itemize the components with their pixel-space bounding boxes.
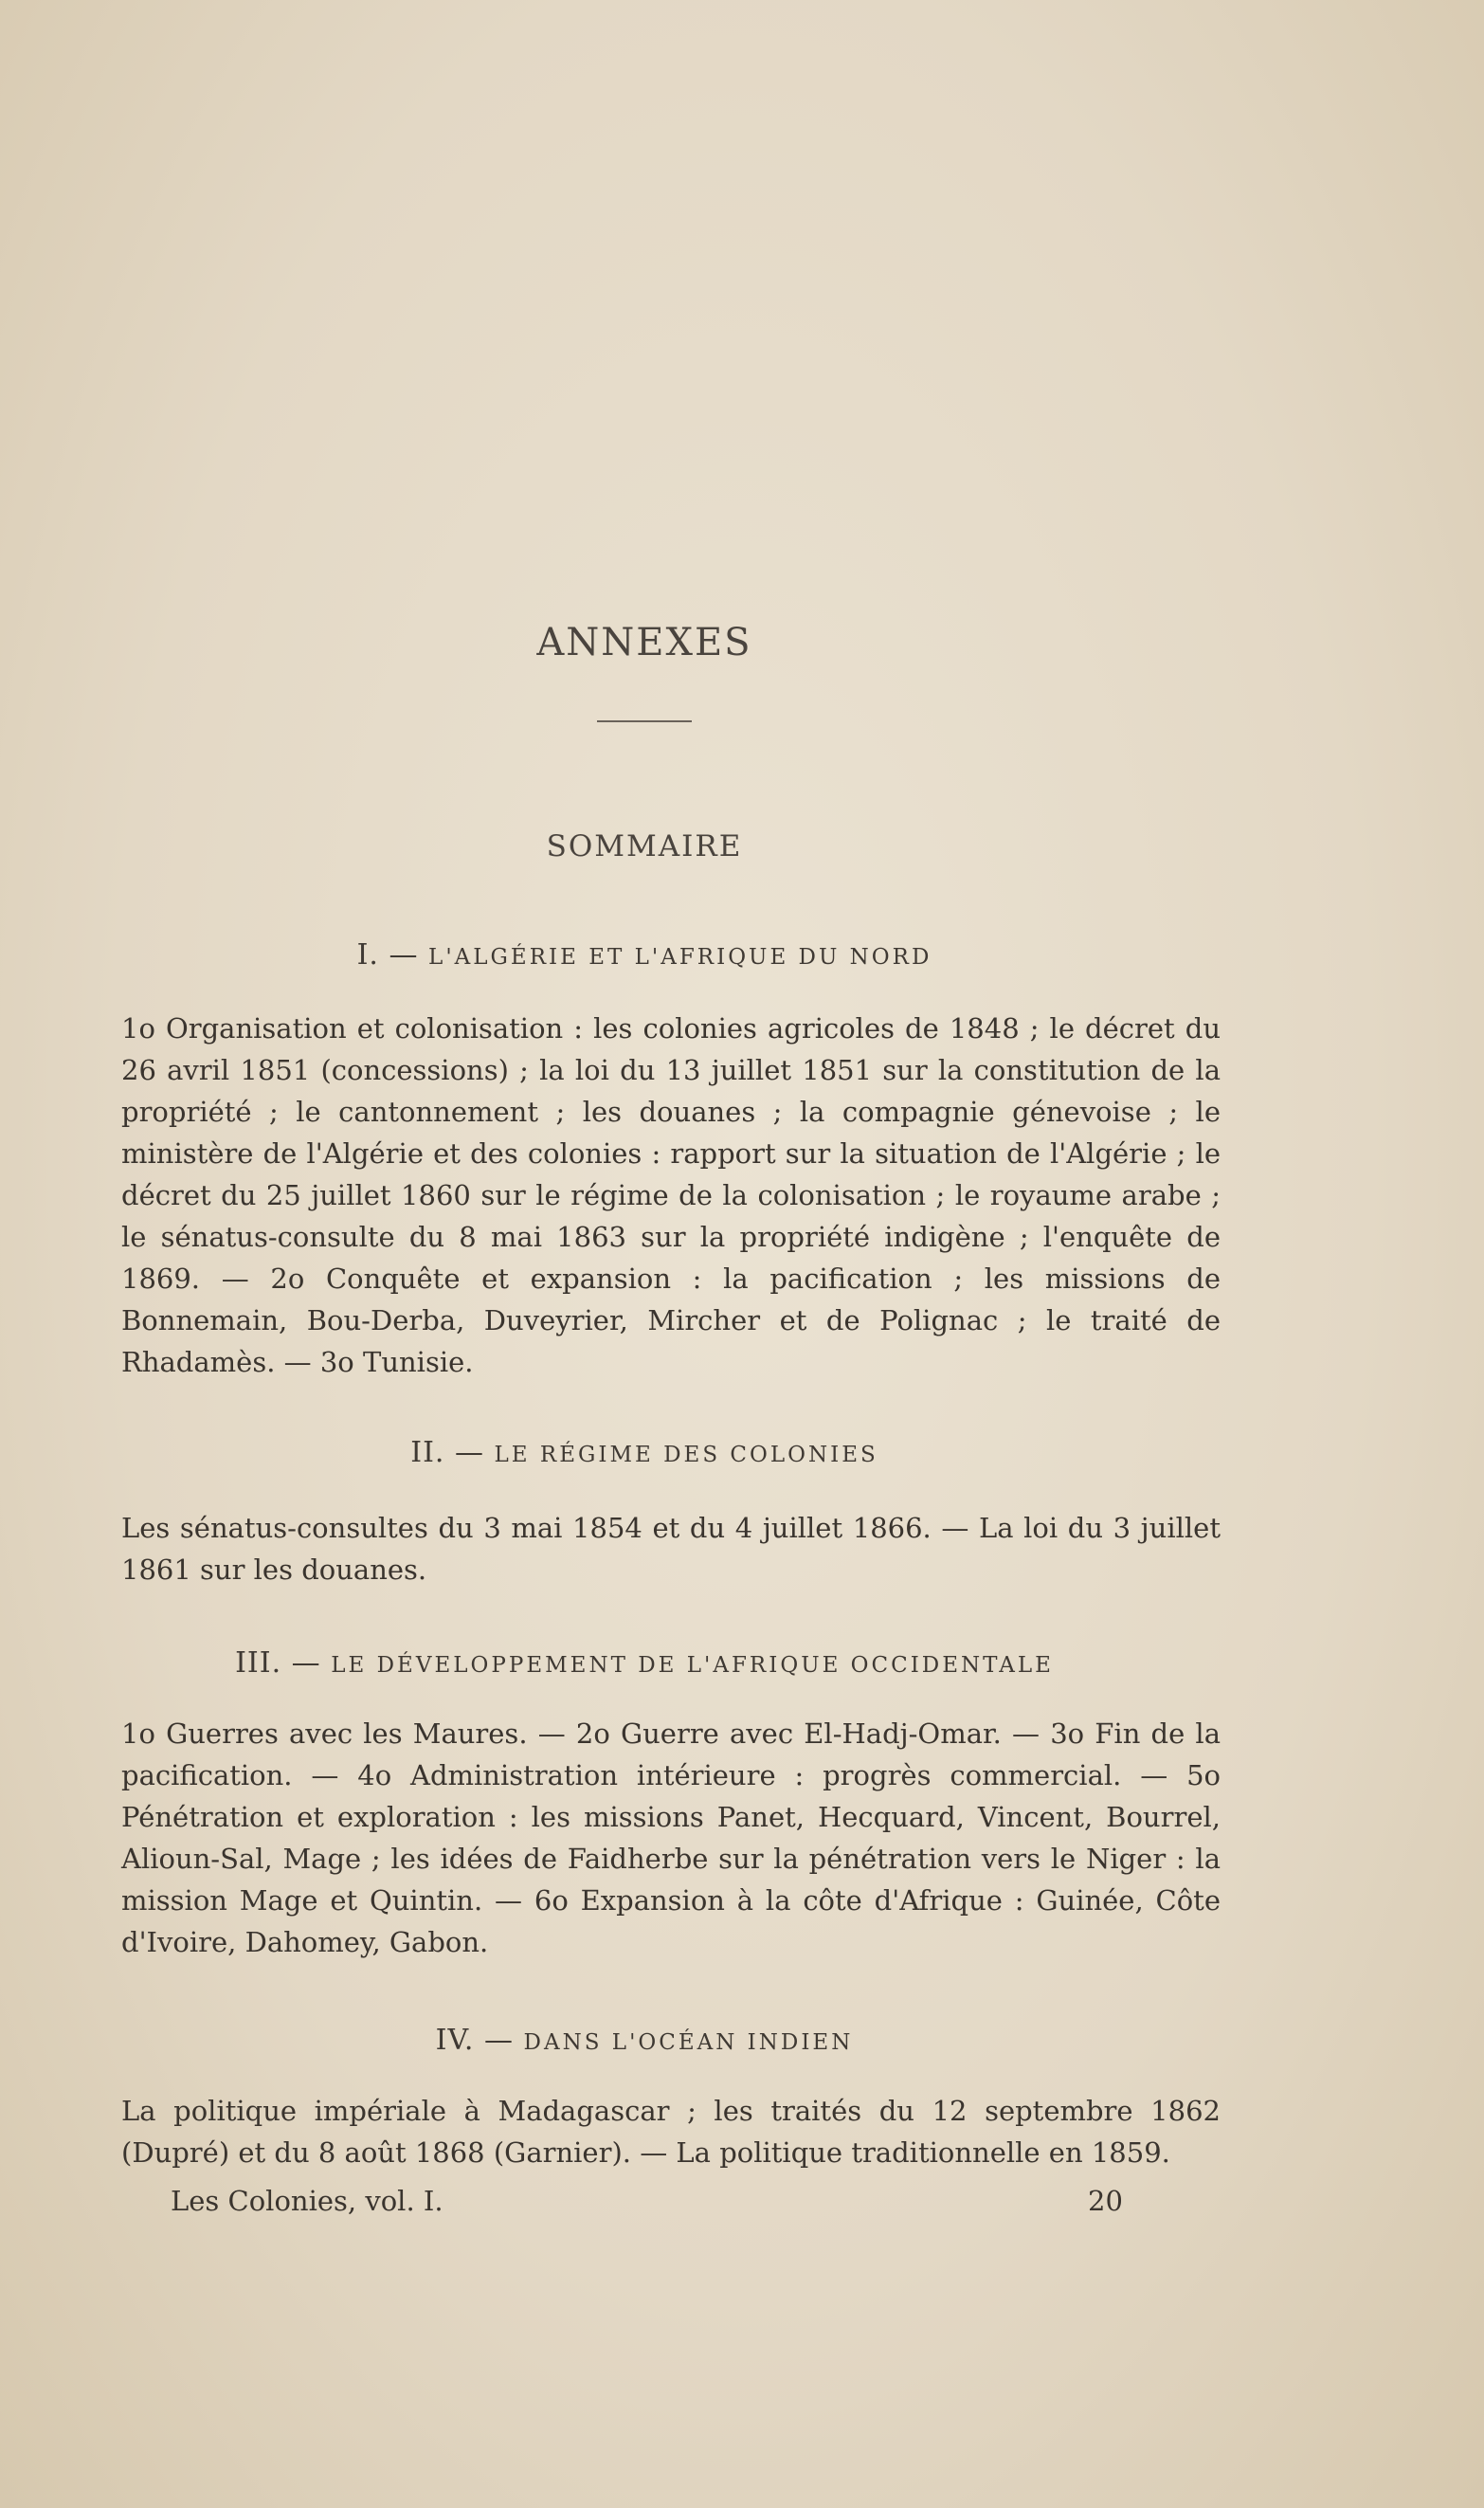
title-rule bbox=[597, 720, 692, 722]
section-text-2: Les sénatus-consultes du 3 mai 1854 et du 4 juillet 1866. — La loi du 3 juillet 1861 sur les douanes. bbox=[121, 1512, 1221, 1586]
section-number: IV. — bbox=[435, 2024, 524, 2057]
section-heading-2 bbox=[0, 1436, 1289, 1469]
section-number: II. — bbox=[410, 1436, 495, 1469]
section-number: III. — bbox=[235, 1646, 332, 1680]
section-title: L'ALGÉRIE ET L'AFRIQUE DU NORD bbox=[428, 945, 932, 970]
page-number: 20 bbox=[1088, 2185, 1123, 2217]
section-heading-1 bbox=[0, 938, 1289, 972]
section-title: DANS L'OCÉAN INDIEN bbox=[523, 2030, 854, 2055]
section-text-4: La politique impériale à Madagascar ; les traités du 12 septembre 1862 (Dupré) et du 8 août 1868 (Garnier). — La politique traditionnelle en 1859. bbox=[121, 2095, 1221, 2169]
section-title: LE DÉVELOPPEMENT DE L'AFRIQUE OCCIDENTALE bbox=[331, 1653, 1054, 1678]
section-text-1: 1o Organisation et colonisation : les colonies agricoles de 1848 ; le décret du 26 avril 1851 (concessions) ; la loi du 13 juillet 1851 sur la constitution de la propriété ; le cantonnement ; les douanes ; la compagnie génevoise ; le ministère de l'Algérie et des colonies : rapport sur la situation de l'Algérie ; le décret du 25 juillet 1860 sur le régime de la colonisation ; le royaume arabe ; le sénatus-consulte du 8 mai 1863 sur la propriété indigène ; l'enquête de 1869. — 2o Conquête et expansion : la pacification ; les missions de Bonnemain, Bou-Derba, Duveyrier, Mircher et de Polignac ; le traité de Rhadamès. — 3o Tunisie. bbox=[121, 1012, 1221, 1378]
section-title: LE RÉGIME DES COLONIES bbox=[494, 1443, 878, 1467]
page-subtitle: SOMMAIRE bbox=[546, 829, 743, 863]
section-number: I. — bbox=[356, 938, 429, 972]
section-heading-4 bbox=[0, 2024, 1289, 2057]
section-heading-3 bbox=[0, 1646, 1289, 1680]
footer-signature: Les Colonies, vol. I. bbox=[171, 2185, 443, 2217]
section-text-3: 1o Guerres avec les Maures. — 2o Guerre avec El-Hadj-Omar. — 3o Fin de la pacification. — 4o Administration intérieure : progrès commercial. — 5o Pénétration et exploration : les missions Panet, Hecquard, Vincent, Bourrel, Alioun-Sal, Mage ; les idées de Faidherbe sur la pénétration vers le Niger : la mission Mage et Quintin. — 6o Expansion à la côte d'Afrique : Guinée, Côte d'Ivoire, Dahomey, Gabon. bbox=[121, 1717, 1221, 1958]
page-title: ANNEXES bbox=[536, 621, 752, 664]
